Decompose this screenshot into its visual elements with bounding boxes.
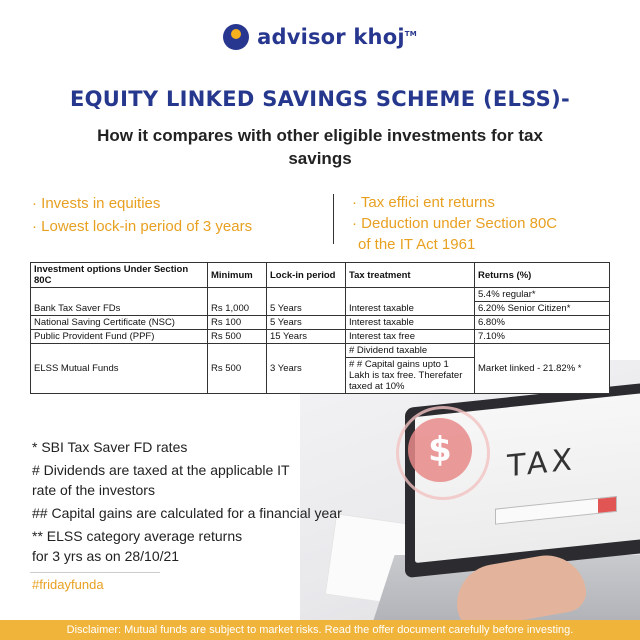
column-header: Lock-in period — [267, 263, 346, 288]
column-header: Investment options Under Section 80C — [31, 263, 208, 288]
feature-item: · Tax effici ent returns — [352, 194, 495, 211]
trademark: TM — [404, 30, 417, 38]
table-row: Public Provident Fund (PPF) Rs 500 15 Years Interest tax free 7.10% — [31, 330, 610, 344]
footnote: # Dividends are taxed at the applicable IT rate of the investors — [32, 462, 290, 498]
tax-input-bar — [495, 496, 617, 525]
comparison-table — [30, 262, 610, 394]
brand-logo — [0, 24, 640, 50]
page-subtitle: How it compares with other eligible investments for tax savings — [97, 126, 543, 168]
divider — [333, 194, 334, 244]
footnote: * SBI Tax Saver FD rates — [32, 439, 188, 455]
divider — [30, 572, 160, 573]
table-row: Bank Tax Saver FDs Rs 1,000 5 Years Interest taxable 5.4% regular* — [31, 288, 610, 302]
brand-name: advisor khoj — [257, 25, 405, 49]
feature-item: · Deduction under Section 80C — [352, 215, 558, 232]
feature-item: of the IT Act 1961 — [358, 236, 476, 253]
tax-screen-text: TAX — [507, 442, 577, 485]
hashtag: #fridayfunda — [32, 577, 104, 592]
advisorkhoj-logo-icon — [223, 24, 249, 50]
disclaimer-banner: Disclaimer: Mutual funds are subject to market risks. Read the offer document carefully before investing. — [0, 620, 640, 640]
table-row: 6.20% Senior Citizen* — [31, 302, 610, 316]
feature-list-right — [352, 192, 557, 255]
feature-item: · Invests in equities — [32, 195, 161, 212]
footnotes — [32, 437, 342, 569]
dollar-icon: $ — [408, 418, 472, 482]
page-title: EQUITY LINKED SAVINGS SCHEME (ELSS)- — [69, 87, 571, 111]
table-row: ELSS Mutual Funds Rs 500 3 Years # Dividend taxable Market linked - 21.82% * — [31, 344, 610, 358]
column-header: Tax treatment — [346, 263, 475, 288]
table-row: National Saving Certificate (NSC) Rs 100 5 Years Interest taxable 6.80% — [31, 316, 610, 330]
column-header: Minimum — [208, 263, 267, 288]
feature-item: · Lowest lock-in period of 3 years — [32, 218, 253, 235]
table-header-row — [31, 263, 610, 288]
footnote: ## Capital gains are calculated for a financial year — [32, 505, 342, 521]
column-header: Returns (%) — [475, 263, 610, 288]
footnote: ** ELSS category average returns for 3 yrs as on 28/10/21 — [32, 528, 243, 564]
table-row: # # Capital gains upto 1 Lakh is tax free. Therefater taxed at 10% — [31, 358, 610, 394]
feature-list-left — [32, 192, 252, 238]
